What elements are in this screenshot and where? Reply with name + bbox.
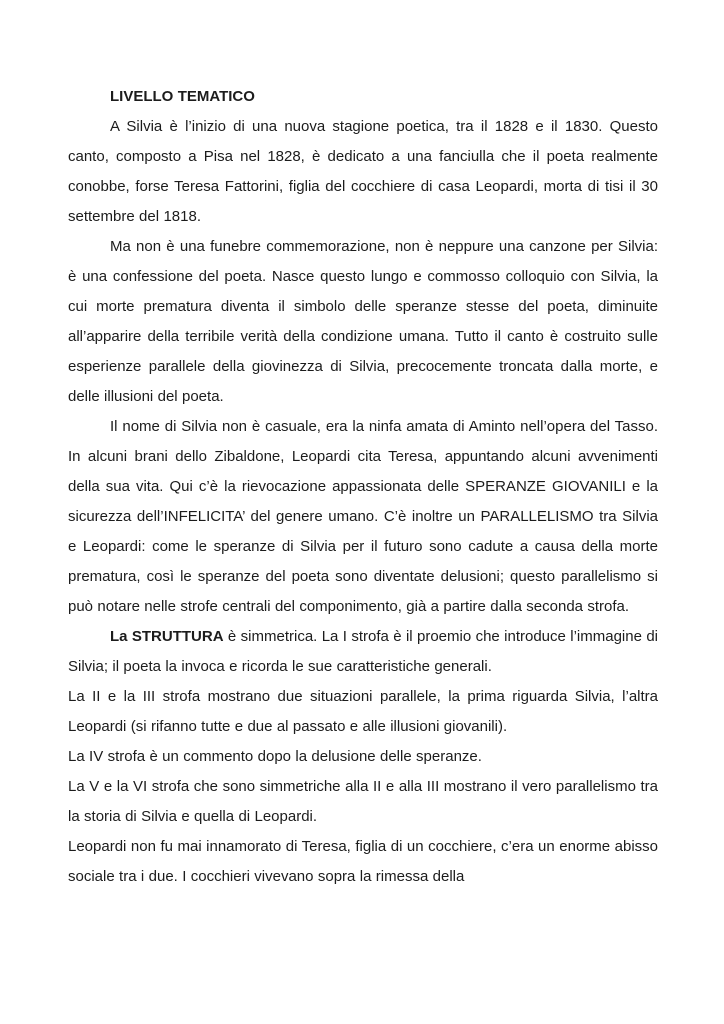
struttura-bold-label: La STRUTTURA (110, 628, 224, 645)
paragraph-teresa: Leopardi non fu mai innamorato di Teresa, figlia di un cocchiere, c’era un enorme abisso sociale tra i due. I cocchieri vivevano sopra la rimessa della (68, 838, 658, 885)
struttura-rest-text: è simmetrica. La I strofa è il proemio che introduce l’immagine di Silvia; il poeta la invoca e ricorda le sue caratteristiche generali. (68, 628, 658, 675)
document-text-block (68, 82, 658, 892)
paragraph-strofe-2-3: La II e la III strofa mostrano due situazioni parallele, la prima riguarda Silvia, l’altra Leopardi (si rifanno tutte e due al passato e alle illusioni giovanili). (68, 688, 658, 735)
paragraph-strofa-4: La IV strofa è un commento dopo la delusione delle speranze. (68, 748, 482, 765)
paragraph-strofe-5-6: La V e la VI strofa che sono simmetriche alla II e alla III mostrano il vero parallelismo tra la storia di Silvia e quella di Leopardi. (68, 778, 658, 825)
paragraph-commemorazione: Ma non è una funebre commemorazione, non è neppure una canzone per Silvia: è una confessione del poeta. Nasce questo lungo e commosso colloquio con Silvia, la cui morte prematura diventa il simbolo delle speranze stesse del poeta, diminuite all’apparire della terribile verità della condizione umana. Tutto il canto è costruito sulle esperienze parallele della giovinezza di Silvia, precocemente troncata dalla morte, e delle illusioni del poeta. (68, 238, 658, 405)
paragraph-struttura (68, 622, 658, 682)
section-title: LIVELLO TEMATICO (110, 88, 255, 105)
paragraph-intro: A Silvia è l’inizio di una nuova stagione poetica, tra il 1828 e il 1830. Questo canto, composto a Pisa nel 1828, è dedicato a una fanciulla che il poeta realmente conobbe, forse Teresa Fattorini, figlia del cocchiere di casa Leopardi, morta di tisi il 30 settembre del 1818. (68, 118, 658, 225)
paragraph-nome-silvia: Il nome di Silvia non è casuale, era la ninfa amata di Aminto nell’opera del Tasso. In alcuni brani dello Zibaldone, Leopardi cita Teresa, appuntando alcuni avvenimenti della sua vita. Qui c’è la rievocazione appassionata delle SPERANZE GIOVANILI e la sicurezza dell’INFELICITA’ del genere umano. C’è inoltre un PARALLELISMO tra Silvia e Leopardi: come le speranze di Silvia per il futuro sono cadute a causa della morte prematura, così le speranze del poeta sono diventate delusioni; questo parallelismo si può notare nelle strofe centrali del componimento, già a partire dalla seconda strofa. (68, 418, 658, 615)
